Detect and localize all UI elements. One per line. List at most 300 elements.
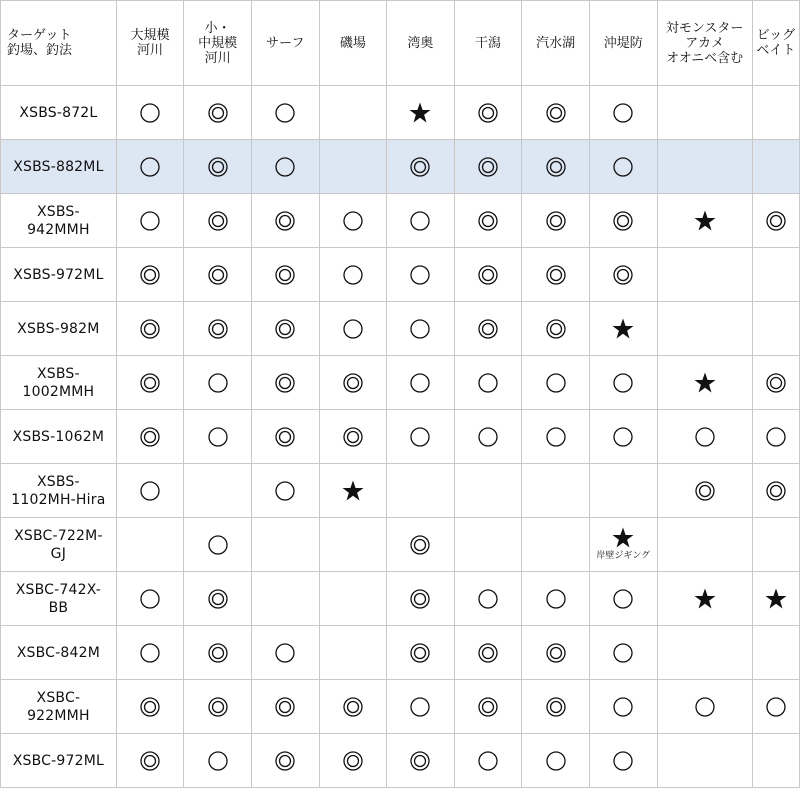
circle-icon — [207, 426, 229, 448]
rating-cell — [657, 248, 752, 302]
star-icon — [694, 588, 716, 610]
circle-icon — [765, 696, 787, 718]
double-circle-icon — [477, 696, 499, 718]
table-row — [1, 464, 800, 518]
rating-cell — [387, 86, 455, 140]
circle-icon — [612, 696, 634, 718]
rating-cell — [454, 572, 522, 626]
circle-icon — [274, 642, 296, 664]
rating-cell — [752, 410, 799, 464]
circle-icon — [409, 264, 431, 286]
double-circle-icon — [274, 318, 296, 340]
rating-cell — [752, 356, 799, 410]
double-circle-icon — [477, 102, 499, 124]
double-circle-icon — [612, 264, 634, 286]
rating-cell — [522, 356, 590, 410]
double-circle-icon — [409, 534, 431, 556]
model-name-line: 1002MMH — [22, 383, 95, 400]
table-row — [1, 248, 800, 302]
rating-cell — [387, 302, 455, 356]
rating-cell — [251, 572, 319, 626]
rating-cell — [184, 734, 252, 788]
star-icon — [409, 102, 431, 124]
double-circle-icon — [765, 210, 787, 232]
circle-icon — [409, 372, 431, 394]
circle-icon — [207, 534, 229, 556]
double-circle-icon — [477, 318, 499, 340]
table-row — [1, 194, 800, 248]
circle-icon — [139, 156, 161, 178]
rating-cell — [657, 680, 752, 734]
header-col — [319, 1, 387, 86]
rating-cell — [184, 356, 252, 410]
rating-cell — [657, 518, 752, 572]
circle-icon — [274, 102, 296, 124]
rating-cell — [184, 410, 252, 464]
rating-cell — [116, 194, 184, 248]
model-name-line: 1102MH-Hira — [11, 491, 106, 508]
model-name — [1, 356, 117, 410]
rating-cell — [116, 248, 184, 302]
rating-cell — [116, 626, 184, 680]
model-name-line: XSBC- — [36, 689, 81, 706]
circle-icon — [545, 372, 567, 394]
model-name-line: XSBS- — [36, 365, 80, 382]
header-col-line: 小・ — [204, 20, 231, 36]
header-col-line: 大規模 — [130, 28, 170, 43]
double-circle-icon — [139, 372, 161, 394]
table-body — [1, 86, 800, 788]
rating-cell — [387, 572, 455, 626]
double-circle-icon — [274, 750, 296, 772]
double-circle-icon — [274, 426, 296, 448]
table-row — [1, 572, 800, 626]
double-circle-icon — [139, 264, 161, 286]
circle-icon — [477, 426, 499, 448]
double-circle-icon — [139, 696, 161, 718]
model-name-line: XSBS-882ML — [13, 158, 104, 175]
model-name-line: XSBS-1062M — [12, 428, 105, 445]
rating-cell — [657, 572, 752, 626]
rating-cell — [387, 464, 455, 518]
rating-cell — [657, 356, 752, 410]
rating-cell — [522, 86, 590, 140]
table-row — [1, 518, 800, 572]
double-circle-icon — [477, 642, 499, 664]
rating-cell — [251, 410, 319, 464]
model-name-line: XSBS-972ML — [13, 266, 104, 283]
rating-cell — [589, 302, 657, 356]
circle-icon — [694, 426, 716, 448]
rating-cell — [454, 464, 522, 518]
rating-cell — [589, 626, 657, 680]
model-name-line: XSBC-722M- — [14, 527, 103, 544]
double-circle-icon — [342, 750, 364, 772]
model-name-line: GJ — [50, 545, 67, 562]
rating-cell — [184, 518, 252, 572]
circle-icon — [274, 156, 296, 178]
header-col — [522, 1, 590, 86]
rating-cell — [752, 464, 799, 518]
rating-cell — [752, 626, 799, 680]
double-circle-icon — [207, 642, 229, 664]
rating-cell — [251, 302, 319, 356]
circle-icon — [409, 318, 431, 340]
star-icon — [765, 588, 787, 610]
rating-cell — [116, 734, 184, 788]
rating-cell — [251, 734, 319, 788]
circle-icon — [207, 372, 229, 394]
rating-cell — [319, 464, 387, 518]
rating-cell — [657, 464, 752, 518]
double-circle-icon — [545, 696, 567, 718]
circle-icon — [612, 156, 634, 178]
header-col-line: ビッグ — [756, 28, 796, 43]
rating-cell — [116, 86, 184, 140]
circle-icon — [477, 372, 499, 394]
double-circle-icon — [545, 210, 567, 232]
circle-icon — [765, 426, 787, 448]
rating-cell — [319, 734, 387, 788]
double-circle-icon — [765, 372, 787, 394]
rating-cell — [251, 140, 319, 194]
rating-cell — [251, 194, 319, 248]
model-name — [1, 302, 117, 356]
rating-cell — [184, 680, 252, 734]
rating-cell — [116, 410, 184, 464]
double-circle-icon — [139, 318, 161, 340]
header-col-line: ベイト — [756, 43, 796, 58]
star-icon — [612, 527, 634, 549]
rating-cell — [522, 518, 590, 572]
circle-icon — [612, 372, 634, 394]
rating-cell — [184, 302, 252, 356]
table-row — [1, 626, 800, 680]
header-col-line: 河川 — [204, 50, 231, 66]
double-circle-icon — [139, 750, 161, 772]
circle-icon — [139, 642, 161, 664]
double-circle-icon — [409, 642, 431, 664]
rating-cell — [589, 194, 657, 248]
rating-cell — [251, 626, 319, 680]
double-circle-icon — [765, 480, 787, 502]
rating-cell — [522, 572, 590, 626]
double-circle-icon — [207, 264, 229, 286]
double-circle-icon — [545, 642, 567, 664]
table-row — [1, 140, 800, 194]
rating-cell — [454, 410, 522, 464]
header-col-line: オオニベ含む — [666, 50, 744, 66]
rating-cell — [184, 86, 252, 140]
rating-cell — [116, 140, 184, 194]
rating-cell — [522, 194, 590, 248]
rating-cell — [589, 734, 657, 788]
rating-cell — [752, 518, 799, 572]
circle-icon — [612, 642, 634, 664]
circle-icon — [139, 102, 161, 124]
double-circle-icon — [477, 210, 499, 232]
rating-cell — [454, 248, 522, 302]
model-name — [1, 518, 117, 572]
circle-icon — [409, 426, 431, 448]
rating-cell — [657, 140, 752, 194]
rating-cell — [319, 410, 387, 464]
rating-cell — [116, 302, 184, 356]
rating-cell — [589, 572, 657, 626]
table-row — [1, 86, 800, 140]
model-name — [1, 86, 117, 140]
model-name — [1, 680, 117, 734]
rating-cell — [752, 734, 799, 788]
rating-cell — [589, 680, 657, 734]
double-circle-icon — [274, 372, 296, 394]
rating-cell — [251, 518, 319, 572]
rating-cell — [387, 734, 455, 788]
header-col — [387, 1, 455, 86]
double-circle-icon — [477, 264, 499, 286]
model-name-line: XSBS- — [36, 203, 80, 220]
rating-cell — [319, 680, 387, 734]
rating-cell — [251, 86, 319, 140]
rating-cell — [657, 86, 752, 140]
rating-cell — [319, 194, 387, 248]
rating-cell — [752, 86, 799, 140]
header-col-line: アカメ — [685, 35, 725, 51]
double-circle-icon — [207, 156, 229, 178]
rating-cell — [657, 302, 752, 356]
rating-cell — [589, 86, 657, 140]
circle-icon — [342, 210, 364, 232]
rating-cell — [116, 518, 184, 572]
header-col-line: 中規模 — [198, 35, 238, 51]
double-circle-icon — [342, 426, 364, 448]
rating-cell — [184, 572, 252, 626]
rating-cell — [184, 464, 252, 518]
rating-cell — [387, 356, 455, 410]
model-name — [1, 734, 117, 788]
rating-cell — [657, 410, 752, 464]
rating-cell — [454, 140, 522, 194]
rating-cell — [454, 518, 522, 572]
rating-cell — [116, 356, 184, 410]
rating-cell — [752, 140, 799, 194]
star-icon — [694, 210, 716, 232]
header-col-line: 対モンスター — [665, 20, 744, 36]
rating-cell — [454, 734, 522, 788]
rating-cell — [752, 248, 799, 302]
rating-cell — [387, 626, 455, 680]
star-icon — [612, 318, 634, 340]
rating-cell — [752, 680, 799, 734]
table-row — [1, 356, 800, 410]
header-col — [589, 1, 657, 86]
rating-cell — [522, 464, 590, 518]
header-col-line: 干潟 — [475, 35, 502, 51]
rating-cell — [251, 680, 319, 734]
cell-note: 岸壁ジギング — [596, 551, 651, 561]
rating-cell — [454, 86, 522, 140]
circle-icon — [612, 426, 634, 448]
rating-cell — [387, 410, 455, 464]
circle-icon — [274, 480, 296, 502]
circle-icon — [545, 588, 567, 610]
header-row — [1, 1, 800, 86]
rating-cell — [319, 302, 387, 356]
double-circle-icon — [409, 588, 431, 610]
header-col — [752, 1, 799, 86]
header-target-line2: 釣場、釣法 — [7, 43, 73, 58]
rating-cell — [589, 410, 657, 464]
rating-cell — [319, 572, 387, 626]
rating-cell — [319, 140, 387, 194]
rating-cell — [589, 140, 657, 194]
double-circle-icon — [342, 696, 364, 718]
rating-cell — [522, 302, 590, 356]
rating-cell — [116, 464, 184, 518]
rating-cell — [522, 410, 590, 464]
rating-cell — [387, 194, 455, 248]
rating-cell — [319, 86, 387, 140]
double-circle-icon — [409, 750, 431, 772]
table-row — [1, 410, 800, 464]
model-name — [1, 140, 117, 194]
circle-icon — [612, 750, 634, 772]
circle-icon — [342, 318, 364, 340]
rating-cell — [319, 356, 387, 410]
model-name-line: BB — [48, 599, 69, 616]
rating-cell — [589, 464, 657, 518]
rating-cell — [387, 140, 455, 194]
rating-cell — [184, 140, 252, 194]
double-circle-icon — [342, 372, 364, 394]
circle-icon — [409, 696, 431, 718]
double-circle-icon — [207, 102, 229, 124]
rating-cell — [752, 302, 799, 356]
double-circle-icon — [207, 696, 229, 718]
circle-icon — [477, 750, 499, 772]
model-name-line: XSBS-982M — [17, 320, 100, 337]
rating-cell — [589, 518, 657, 572]
model-name-line: XSBS- — [36, 473, 80, 490]
double-circle-icon — [207, 588, 229, 610]
double-circle-icon — [545, 264, 567, 286]
rating-cell — [251, 464, 319, 518]
header-col-line: サーフ — [266, 35, 305, 51]
rating-cell — [184, 248, 252, 302]
rating-cell — [319, 248, 387, 302]
circle-icon — [612, 588, 634, 610]
rating-cell — [522, 680, 590, 734]
double-circle-icon — [274, 696, 296, 718]
rating-cell — [387, 248, 455, 302]
rating-cell — [184, 626, 252, 680]
header-col — [251, 1, 319, 86]
double-circle-icon — [545, 318, 567, 340]
rating-cell — [387, 518, 455, 572]
rating-cell — [522, 248, 590, 302]
header-col-line: 湾奥 — [407, 35, 434, 51]
rating-cell — [522, 140, 590, 194]
model-name-line: XSBS-872L — [19, 104, 98, 121]
header-col — [184, 1, 252, 86]
circle-icon — [694, 696, 716, 718]
header-col-line: 磯場 — [339, 35, 366, 51]
header-col — [657, 1, 752, 86]
table-row — [1, 734, 800, 788]
rating-cell — [522, 734, 590, 788]
model-name-line: 922MMH — [27, 707, 90, 724]
rating-cell — [387, 680, 455, 734]
circle-icon — [139, 480, 161, 502]
model-name-line: XSBC-742X- — [15, 581, 102, 598]
model-name-line: 942MMH — [27, 221, 90, 238]
rating-cell — [657, 194, 752, 248]
rating-cell — [454, 356, 522, 410]
rating-cell — [752, 572, 799, 626]
header-col-line: 汽水湖 — [536, 35, 576, 51]
rating-cell — [589, 356, 657, 410]
circle-icon — [207, 750, 229, 772]
circle-icon — [409, 210, 431, 232]
circle-icon — [545, 750, 567, 772]
double-circle-icon — [612, 210, 634, 232]
double-circle-icon — [207, 318, 229, 340]
rating-cell — [657, 734, 752, 788]
circle-icon — [545, 426, 567, 448]
rating-cell — [522, 626, 590, 680]
model-name-line: XSBC-972ML — [12, 752, 104, 769]
model-name — [1, 194, 117, 248]
rating-cell — [116, 572, 184, 626]
header-col — [116, 1, 184, 86]
header-target-line1: ターゲット — [7, 28, 72, 43]
header-col — [454, 1, 522, 86]
double-circle-icon — [207, 210, 229, 232]
circle-icon — [612, 102, 634, 124]
circle-icon — [139, 210, 161, 232]
rating-cell — [116, 680, 184, 734]
model-name-line: XSBC-842M — [16, 644, 100, 661]
double-circle-icon — [409, 156, 431, 178]
rating-cell — [454, 680, 522, 734]
rating-cell — [657, 626, 752, 680]
model-name — [1, 572, 117, 626]
rating-cell — [454, 626, 522, 680]
rating-cell — [251, 248, 319, 302]
table-row — [1, 680, 800, 734]
header-col-line: 河川 — [137, 43, 164, 58]
rating-cell — [319, 518, 387, 572]
circle-icon — [342, 264, 364, 286]
double-circle-icon — [545, 102, 567, 124]
header-col-line: 沖堤防 — [603, 35, 643, 51]
double-circle-icon — [139, 426, 161, 448]
rating-cell — [454, 194, 522, 248]
double-circle-icon — [477, 156, 499, 178]
rating-cell — [251, 356, 319, 410]
star-icon — [694, 372, 716, 394]
rating-cell — [589, 248, 657, 302]
model-name — [1, 464, 117, 518]
circle-icon — [477, 588, 499, 610]
model-name — [1, 248, 117, 302]
double-circle-icon — [545, 156, 567, 178]
header-target — [1, 1, 117, 86]
circle-icon — [139, 588, 161, 610]
rating-cell — [454, 302, 522, 356]
double-circle-icon — [274, 264, 296, 286]
double-circle-icon — [274, 210, 296, 232]
